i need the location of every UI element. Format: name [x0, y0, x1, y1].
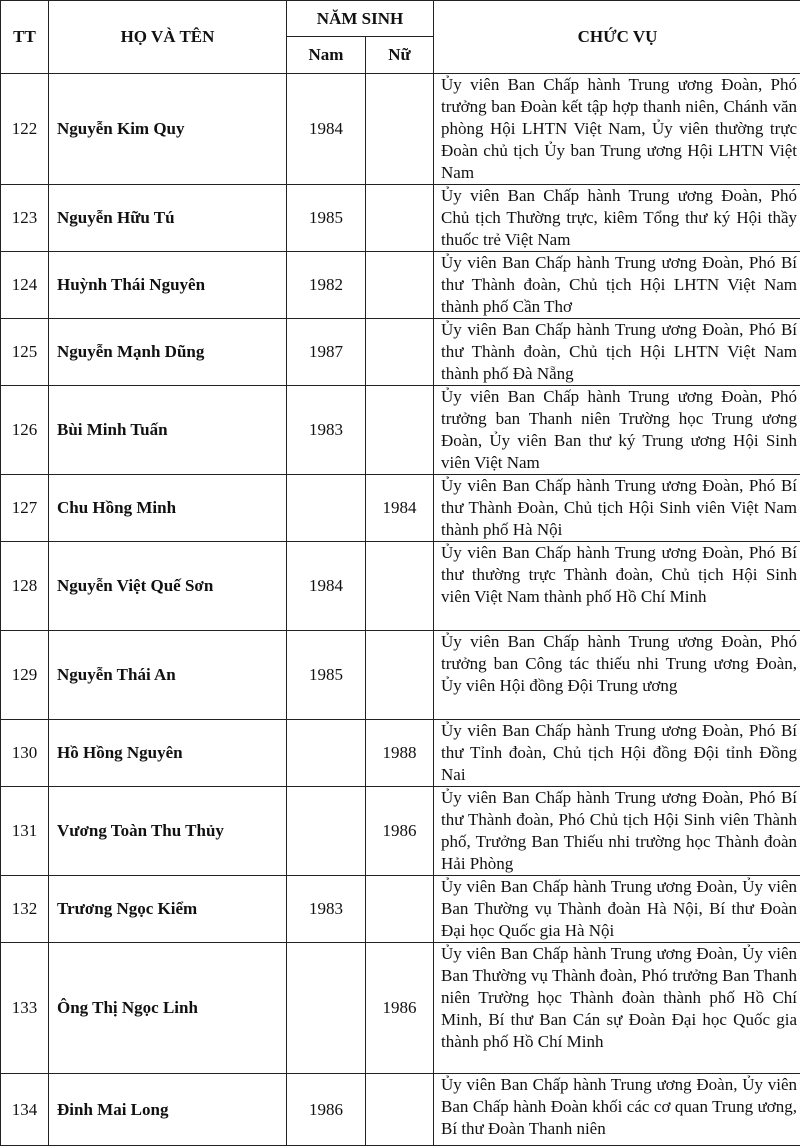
birth-year-male: 1985	[287, 631, 366, 720]
position-cell	[434, 386, 800, 475]
birth-year-male: 1983	[287, 876, 366, 943]
table-row	[1, 1074, 800, 1146]
birth-year-male: 1987	[287, 319, 366, 386]
member-name: Nguyễn Việt Quế Sơn	[49, 542, 287, 631]
table-row	[1, 185, 800, 252]
table-row	[1, 542, 800, 631]
position-cell	[434, 185, 800, 252]
row-number: 128	[1, 542, 49, 631]
row-number: 122	[1, 74, 49, 185]
header-female: Nữ	[366, 37, 434, 74]
row-number: 131	[1, 787, 49, 876]
row-number: 133	[1, 943, 49, 1074]
birth-year-female	[366, 185, 434, 252]
position-text: Ủy viên Ban Chấp hành Trung ương Đoàn, Phó Bí thư Thành đoàn, Phó Chủ tịch Hội Sinh viên Thành phố, Trưởng Ban Thiếu nhi trường học Thành đoàn Hải Phòng	[441, 787, 797, 875]
birth-year-male: 1983	[287, 386, 366, 475]
birth-year-female	[366, 319, 434, 386]
position-cell	[434, 876, 800, 943]
position-cell	[434, 943, 800, 1074]
position-cell	[434, 1074, 800, 1146]
position-cell	[434, 787, 800, 876]
position-cell	[434, 720, 800, 787]
member-name: Vương Toàn Thu Thủy	[49, 787, 287, 876]
table-row	[1, 943, 800, 1074]
position-cell	[434, 631, 800, 720]
member-name: Bùi Minh Tuấn	[49, 386, 287, 475]
row-number: 132	[1, 876, 49, 943]
member-name: Nguyễn Thái An	[49, 631, 287, 720]
header-birth-year: NĂM SINH	[287, 1, 434, 37]
birth-year-female	[366, 876, 434, 943]
member-name: Nguyễn Hữu Tú	[49, 185, 287, 252]
position-cell	[434, 74, 800, 185]
member-name: Chu Hồng Minh	[49, 475, 287, 542]
row-number: 124	[1, 252, 49, 319]
position-cell	[434, 319, 800, 386]
member-name: Đinh Mai Long	[49, 1074, 287, 1146]
position-text: Ủy viên Ban Chấp hành Trung ương Đoàn, Phó Bí thư Thành đoàn, Chủ tịch Hội LHTN Việt Nam thành phố Đà Nẵng	[441, 319, 797, 385]
birth-year-female	[366, 74, 434, 185]
member-name: Huỳnh Thái Nguyên	[49, 252, 287, 319]
birth-year-female	[366, 1074, 434, 1146]
header-tt: TT	[1, 1, 49, 74]
position-text: Ủy viên Ban Chấp hành Trung ương Đoàn, Phó Chủ tịch Thường trực, kiêm Tổng thư ký Hội thầy thuốc trẻ Việt Nam	[441, 185, 797, 251]
row-number: 125	[1, 319, 49, 386]
birth-year-female: 1984	[366, 475, 434, 542]
row-number: 134	[1, 1074, 49, 1146]
header-position: CHỨC VỤ	[434, 1, 800, 74]
position-text: Ủy viên Ban Chấp hành Trung ương Đoàn, Phó trưởng ban Đoàn kết tập hợp thanh niên, Chánh văn phòng Hội LHTN Việt Nam, Ủy viên thường trực Đoàn chủ tịch Ủy ban Trung ương Hội LHTN Việt Nam	[441, 74, 797, 184]
birth-year-male	[287, 943, 366, 1074]
position-text: Ủy viên Ban Chấp hành Trung ương Đoàn, Phó trưởng ban Công tác thiếu nhi Trung ương Đoàn, Ủy viên Hội đồng Đội Trung ương	[441, 631, 797, 697]
birth-year-male: 1982	[287, 252, 366, 319]
position-text: Ủy viên Ban Chấp hành Trung ương Đoàn, Phó Bí thư Thành Đoàn, Chủ tịch Hội Sinh viên Việt Nam thành phố Hà Nội	[441, 475, 797, 541]
birth-year-female: 1988	[366, 720, 434, 787]
row-number: 127	[1, 475, 49, 542]
birth-year-female	[366, 631, 434, 720]
row-number: 129	[1, 631, 49, 720]
birth-year-male: 1984	[287, 542, 366, 631]
member-name: Nguyễn Mạnh Dũng	[49, 319, 287, 386]
member-name: Ông Thị Ngọc Linh	[49, 943, 287, 1074]
table-row	[1, 386, 800, 475]
row-number: 123	[1, 185, 49, 252]
table-row	[1, 74, 800, 185]
position-text: Ủy viên Ban Chấp hành Trung ương Đoàn, Phó Bí thư Thành đoàn, Chủ tịch Hội LHTN Việt Nam thành phố Cần Thơ	[441, 252, 797, 318]
table-row	[1, 787, 800, 876]
header-full-name: HỌ VÀ TÊN	[49, 1, 287, 74]
header-male: Nam	[287, 37, 366, 74]
member-name: Nguyễn Kim Quy	[49, 74, 287, 185]
table-row	[1, 319, 800, 386]
row-number: 130	[1, 720, 49, 787]
birth-year-male: 1984	[287, 74, 366, 185]
row-number: 126	[1, 386, 49, 475]
position-cell	[434, 475, 800, 542]
table-row	[1, 720, 800, 787]
position-text: Ủy viên Ban Chấp hành Trung ương Đoàn, Ủy viên Ban Thường vụ Thành đoàn, Phó trưởng Ban Thanh niên Trường học Thành đoàn thành phố Hồ Chí Minh, Bí thư Ban Cán sự Đoàn Đại học Quốc gia thành phố Hồ Chí Minh	[441, 943, 797, 1053]
birth-year-male: 1985	[287, 185, 366, 252]
table-row	[1, 631, 800, 720]
position-text: Ủy viên Ban Chấp hành Trung ương Đoàn, Phó Bí thư thường trực Thành đoàn, Chủ tịch Hội Sinh viên Việt Nam thành phố Hồ Chí Minh	[441, 542, 797, 608]
birth-year-male	[287, 720, 366, 787]
member-name: Trương Ngọc Kiểm	[49, 876, 287, 943]
position-text: Ủy viên Ban Chấp hành Trung ương Đoàn, Ủy viên Ban Chấp hành Đoàn khối các cơ quan Trung ương, Bí thư Đoàn Thanh niên	[441, 1074, 797, 1140]
birth-year-female	[366, 542, 434, 631]
table-row	[1, 252, 800, 319]
birth-year-female	[366, 252, 434, 319]
table-row	[1, 876, 800, 943]
position-cell	[434, 542, 800, 631]
birth-year-male	[287, 475, 366, 542]
table-row	[1, 475, 800, 542]
position-cell	[434, 252, 800, 319]
position-text: Ủy viên Ban Chấp hành Trung ương Đoàn, Phó Bí thư Tỉnh đoàn, Chủ tịch Hội đồng Đội tỉnh Đồng Nai	[441, 720, 797, 786]
birth-year-female: 1986	[366, 943, 434, 1074]
birth-year-male: 1986	[287, 1074, 366, 1146]
birth-year-female	[366, 386, 434, 475]
position-text: Ủy viên Ban Chấp hành Trung ương Đoàn, Ủy viên Ban Thường vụ Thành đoàn Hà Nội, Bí thư Đoàn Đại học Quốc gia Hà Nội	[441, 876, 797, 942]
member-name: Hồ Hồng Nguyên	[49, 720, 287, 787]
birth-year-male	[287, 787, 366, 876]
position-text: Ủy viên Ban Chấp hành Trung ương Đoàn, Phó trưởng ban Thanh niên Trường học Trung ương Đoàn, Ủy viên Ban thư ký Trung ương Hội Sinh viên Việt Nam	[441, 386, 797, 474]
birth-year-female: 1986	[366, 787, 434, 876]
